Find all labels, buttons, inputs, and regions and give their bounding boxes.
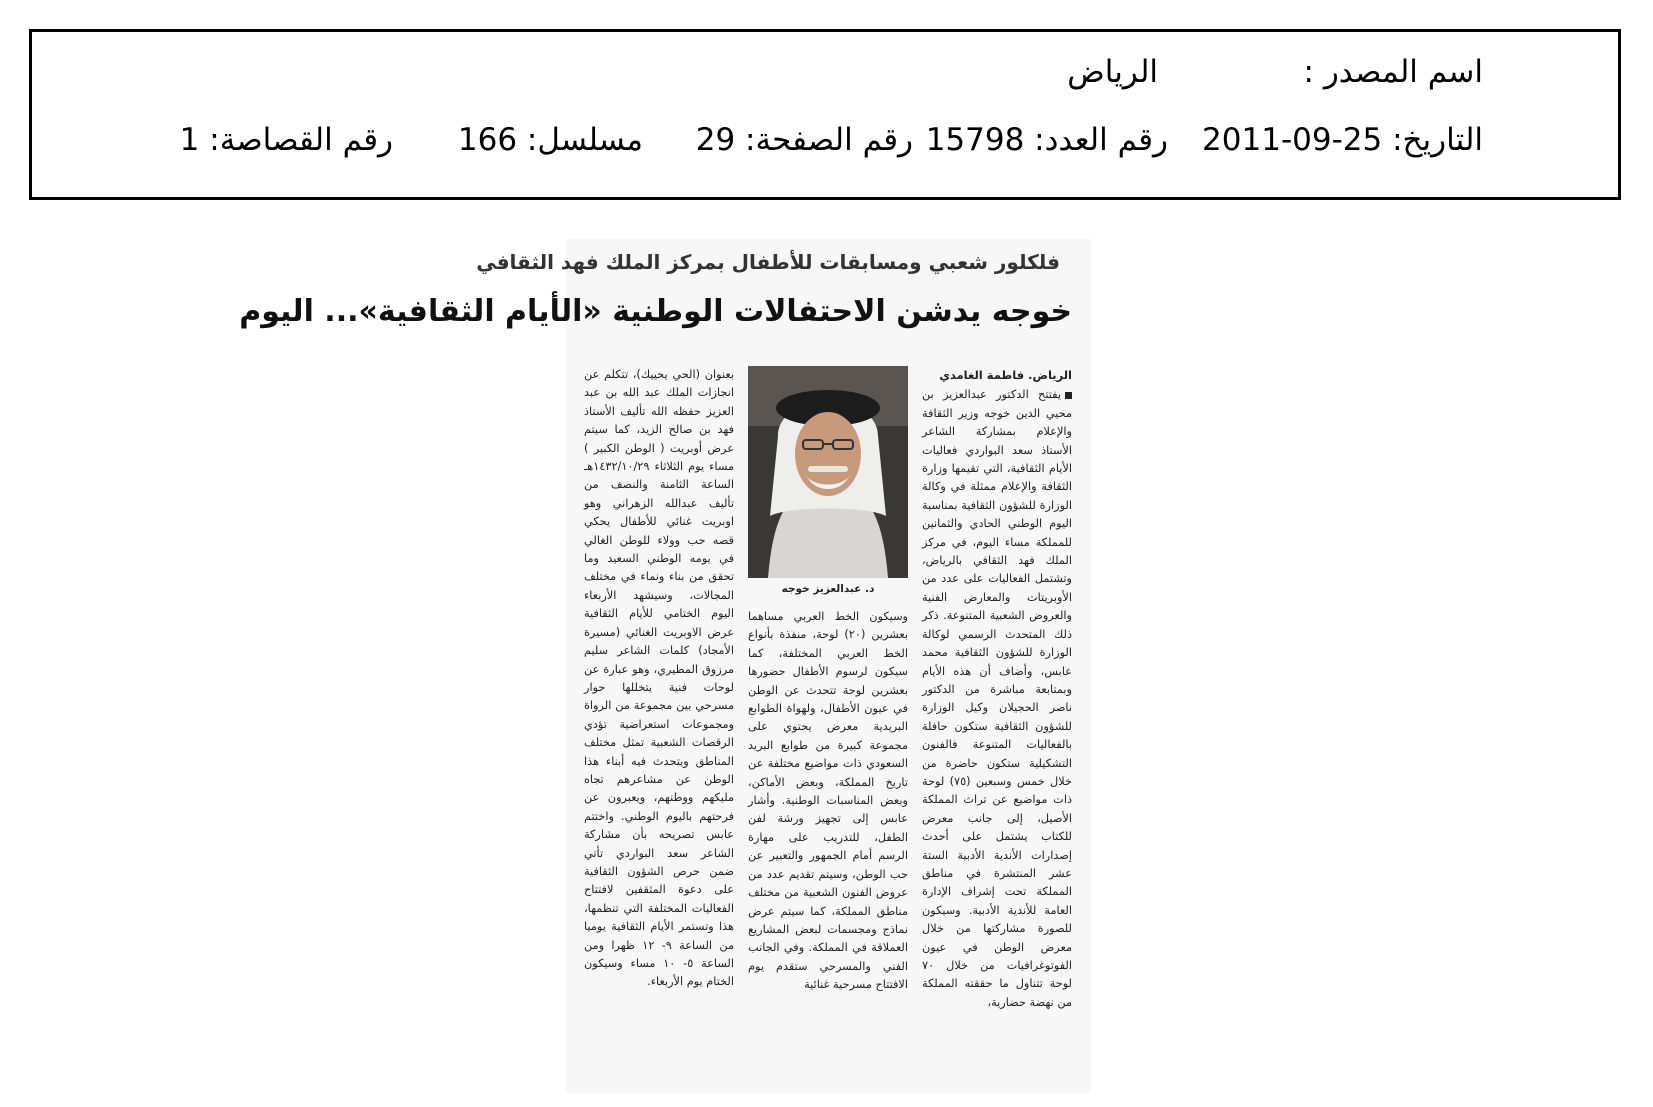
column-left-text: بعنوان (الحي يحييك)، تتكلم عن انجازات الملك عبد الله بن عبد العزيز حفظه الله تأليف الأستاذ فهد بن صالح الزيد، كما سيتم عرض أوبريت ( الوطن الكبير ) مساء يوم الثلاثاء ١٤٣٢/١٠/٢٩هـ الساعة الثامنة والنصف من تأليف عبدالله الزهراني وهو اوبريت غنائي للأطفال يحكي قصه حب وولاء للوطن الغالي في يومه الوطني السعيد وما تحقق من بناء ونماء في مختلف المجالات، وسيشهد الأربعاء اليوم الختامي للأيام الثقافية عرض الاوبريت الغنائي (مسيرة الأمجاد) كلمات الشاعر سليم مرزوق المطيري، وهو عبارة عن لوحات فنية يتخللها حوار مسرحي بين مجموعة من الرواة ومجموعات استعراضية تؤدي الرقصات الشعبية تمثل مختلف المناطق ويتحدث فيه أبناء هذا الوطن عن مشاعرهم تجاه مليكهم ووطنهم، ويعبرون عن فرحتهم باليوم الوطني. واختتم عابس تصريحه بأن مشاركة الشاعر سعد البواردي تأتي ضمن حرص الشؤون الثقافية على دعوة المثقفين لافتتاح الفعاليات المختلفة التي تنظمها، هذا وتستمر الأيام الثقافية يوميا من الساعة ٩- ١٢ ظهرا ومن الساعة ٥- ١٠ مساء وسيكون الختام يوم الأربعاء.	[584, 368, 734, 989]
bullet-icon	[1065, 392, 1072, 399]
column-middle-text: وسيكون الخط العربي مساهما بعشرين (٢٠) لوحة، منفذة بأنواع الخط العربي المختلفة، كما سيكون لرسوم الأطفال حضورها بعشرين لوحة تتحدث عن الوطن في عيون الأطفال، ولهواة الطوابع البريدية معرض يحتوي على مجموعة كبيرة من طوابع البريد السعودي ذات مواضيع مختلفة عن تاريخ المملكة، وبعض الأماكن، وبعض المناسبات الوطنية. وأشار عابس إلى تجهيز ورشة لفن الطفل، للتدريب على مهارة الرسم أمام الجمهور والتعبير عن حب الوطن، وسيتم تقديم عدد من عروض الفنون الشعبية من مختلف مناطق المملكة، كما سيتم عرض نماذج ومجسمات لبعض المشاريع العملاقة في المملكة. وفي الجانب الفني والمسرحي ستقدم يوم الافتتاح مسرحية غنائية	[748, 610, 908, 992]
article-headline: خوجه يدشن الاحتفالات الوطنية «الأيام الثقافية»... اليوم	[239, 294, 1072, 329]
article-column-right	[922, 366, 1072, 1081]
clipping-header-box	[29, 29, 1621, 200]
column-right-text: يفتتح الدكتور عبدالعزيز بن محيي الدين خوجه وزير الثقافة والإعلام بمشاركة الشاعر الأستاذ سعد البواردي فعاليات الأيام الثقافية، التي تقيمها وزارة الثقافة والإعلام ممثلة في وكالة الوزارة للشؤون الثقافية بمناسبة اليوم الوطني الحادي والثمانين للمملكة مساء اليوم، في مركز الملك فهد الثقافي بالرياض، وتشتمل الفعاليات على عدد من الأوبريتات والمعارض الفنية والعروض الشعبية المتنوعة. ذكر ذلك المتحدث الرسمي لوكالة الوزارة للشؤون الثقافية محمد عابس، وأضاف أن هذه الأيام وبمتابعة مباشرة من الدكتور ناصر الحجيلان وكيل الوزارة للشؤون الثقافية ستكون حافلة بالفعاليات المتنوعة فالفنون التشكيلية ستكون حاضرة من خلال خمس وسبعين (٧٥) لوحة ذات مواضيع عن تراث المملكة الأصيل، إلى جانب معرض للكتاب يشتمل على أحدث إصدارات الأندية الأدبية الستة عشر المنتشرة في مناطق المملكة تحت إشراف الإدارة العامة للأندية الأدبية. وسيكون للصورة مشاركتها من خلال معرض الوطن في عيون الفوتوغرافيات من خلال ٧٠ لوحة تتناول ما حققته المملكة من نهضة حضارية،	[922, 388, 1072, 1009]
article-column-left	[584, 366, 734, 1081]
clip-number: رقم القصاصة: 1	[179, 122, 393, 158]
issue-number: رقم العدد: 15798	[925, 122, 1168, 158]
article-column-middle	[748, 608, 908, 1082]
serial-number: مسلسل: 166	[457, 122, 643, 158]
date-field: التاريخ: 25-09-2011	[1202, 122, 1483, 158]
article-byline: الرياض. فاطمة الغامدي	[939, 368, 1072, 382]
photo-caption: د. عبدالعزيز خوجه	[781, 583, 875, 595]
portrait-photo	[748, 366, 908, 578]
newspaper-clipping	[239, 240, 1090, 1092]
source-label: اسم المصدر :	[1303, 54, 1483, 90]
article-kicker: فلكلور شعبي ومسابقات للأطفال بمركز الملك فهد الثقافي	[476, 250, 1060, 274]
page-number: رقم الصفحة: 29	[695, 122, 913, 158]
portrait-illustration	[748, 366, 908, 578]
source-value: الرياض	[1067, 54, 1158, 90]
